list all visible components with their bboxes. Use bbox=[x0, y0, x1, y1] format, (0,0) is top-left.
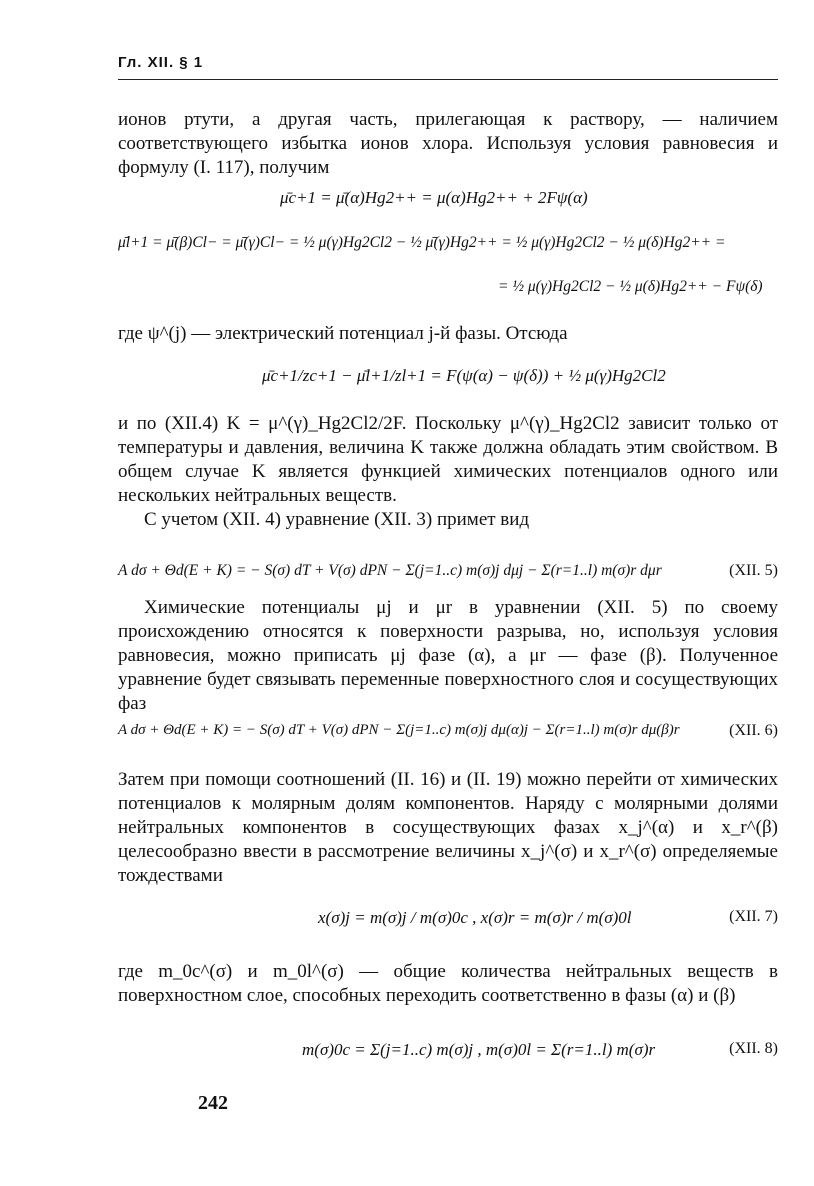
equation-3: μ̄c+1/zc+1 − μ̄l+1/zl+1 = F(ψ(α) − ψ(δ)) + ½ μ(γ)Hg2Cl2 bbox=[262, 366, 666, 385]
paragraph-1: ионов ртути, а другая часть, прилегающая к раствору, — наличием соответствующего избытка ионов хлора. Используя условия равновесия и формулу (I. 117), получим bbox=[118, 109, 778, 178]
page-number: 242 bbox=[198, 1092, 228, 1114]
equation-8: m(σ)0c = Σ(j=1..c) m(σ)j , m(σ)0l = Σ(r=1..l) m(σ)r bbox=[302, 1040, 656, 1059]
paragraph-2: где ψ^(j) — электрический потенциал j-й фазы. Отсюда bbox=[118, 323, 568, 344]
paragraph-6: Затем при помощи соотношений (II. 16) и (II. 19) можно перейти от химических потенциалов к молярным долям компонентов. Наряду с молярными долями нейтральных компонентов в сосуществующих фазах x_j^(α) и x_r^(β) целесообразно ввести в рассмотрение величины x_j^(σ) и x_r^(σ) определяемые тождествами bbox=[118, 769, 778, 886]
equation-1: μ̄c+1 = μ̄(α)Hg2++ = μ(α)Hg2++ + 2Fψ(α) bbox=[280, 188, 588, 207]
equation-2b: = ½ μ(γ)Hg2Cl2 − ½ μ(δ)Hg2++ − Fψ(δ) bbox=[498, 278, 763, 295]
paragraph-3: и по (XII.4) K = μ^(γ)_Hg2Cl2/2F. Поскольку μ^(γ)_Hg2Cl2 зависит только от температуры и давления, величина K также должна обладать этим свойством. В общем случае K является функцией химических потенциалов одного или нескольких нейтральных веществ. bbox=[118, 413, 778, 506]
equation-number-5: (XII. 5) bbox=[729, 562, 778, 579]
equation-number-6: (XII. 6) bbox=[729, 722, 778, 739]
equation-number-7: (XII. 7) bbox=[729, 908, 778, 925]
running-head: Гл. XII. § 1 bbox=[118, 54, 204, 71]
equation-2a: μ̄l+1 = μ̄(β)Cl− = μ̄(γ)Cl− = ½ μ(γ)Hg2Cl2 − ½ μ̄(γ)Hg2++ = ½ μ(γ)Hg2Cl2 − ½ μ(δ)Hg2++ = bbox=[118, 234, 726, 251]
paragraph-5: Химические потенциалы μj и μr в уравнении (XII. 5) по своему происхождению относятся к поверхности разрыва, но, используя условия равновесия, можно приписать μj фазе (α), а μr — фазе (β). Полученное уравнение будет связывать переменные поверхностного слоя и сосуществующих фаз bbox=[118, 597, 778, 714]
equation-5: A dσ + Θd(E + K) = − S(σ) dT + V(σ) dPN − Σ(j=1..c) m(σ)j dμj − Σ(r=1..l) m(σ)r dμr bbox=[118, 562, 662, 579]
paragraph-7: где m_0c^(σ) и m_0l^(σ) — общие количества нейтральных веществ в поверхностном слое, способных переходить соответственно в фазы (α) и (β) bbox=[118, 961, 778, 1006]
equation-7: x(σ)j = m(σ)j / m(σ)0c , x(σ)r = m(σ)r / m(σ)0l bbox=[318, 908, 632, 927]
paragraph-4: С учетом (XII. 4) уравнение (XII. 3) примет вид bbox=[144, 509, 530, 530]
equation-6: A dσ + Θd(E + K) = − S(σ) dT + V(σ) dPN − Σ(j=1..c) m(σ)j dμ(α)j − Σ(r=1..l) m(σ)r dμ(β)r bbox=[118, 722, 680, 738]
equation-number-8: (XII. 8) bbox=[729, 1040, 778, 1057]
header-rule bbox=[118, 79, 778, 80]
